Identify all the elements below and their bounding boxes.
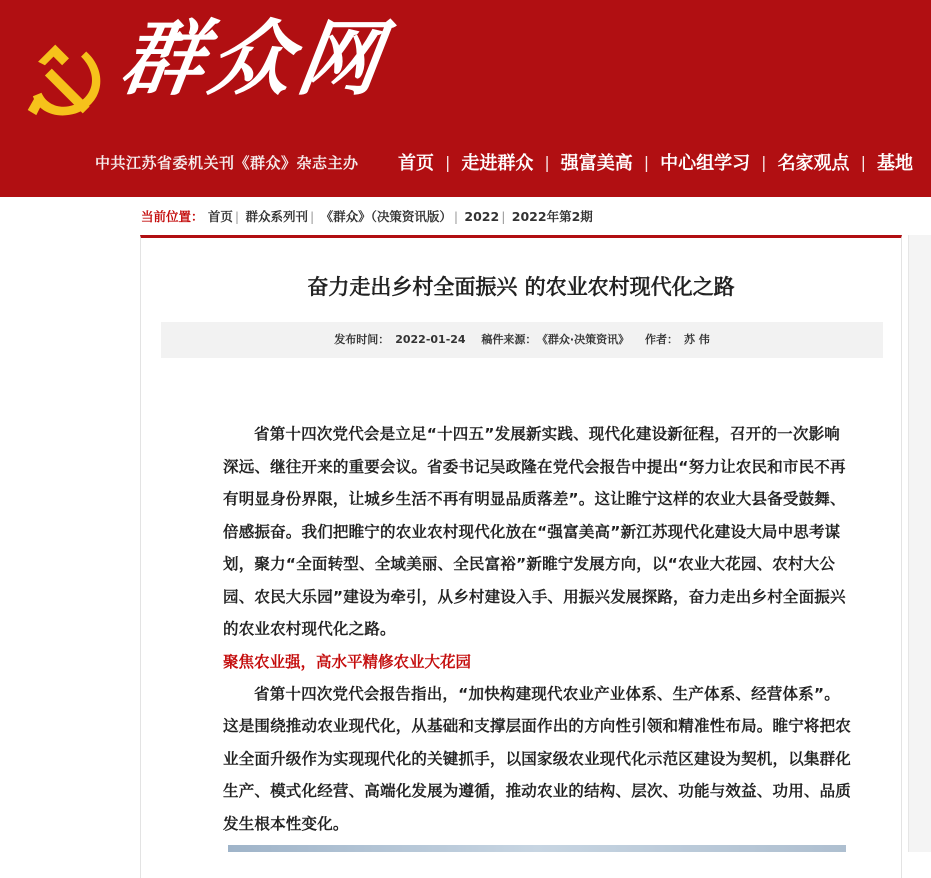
nav-center-group-study[interactable]: 中心组学习 [660,153,751,174]
breadcrumb-edition[interactable]: 《群众》（决策资讯版） [320,209,452,224]
nav-home[interactable]: 首页 [398,153,434,174]
breadcrumb: 当前位置： 首页 | 群众系列刊 | 《群众》（决策资讯版） | 2022 | 2022年第2期 [141,209,593,224]
article-body [223,418,851,840]
meta-author: 作者： 苏 伟 [644,333,710,346]
nav-base[interactable]: 基地 [876,153,913,174]
breadcrumb-series[interactable]: 群众系列刊 [245,209,308,224]
main-nav [398,148,913,176]
article-container [140,235,902,878]
breadcrumb-home[interactable]: 首页 [207,209,233,224]
nav-about-qunzhong[interactable]: 走进群众 [461,153,534,174]
site-header [0,0,931,197]
site-logo-text[interactable]: 群众网 [115,11,393,107]
article-paragraph: 省第十四次党代会报告指出，“加快构建现代农业产业体系、生产体系、经营体系”。这是围绕推动农业现代化，从基础和支撑层面作出的方向性引领和精准性布局。睢宁将把农业全面升级作为实现现代化的关键抓手，以国家级农业现代化示范区建设为契机，以集群化生产、模式化经营、高端化发展为遵循，推动农业的结构、层次、功能与效益、功用、品质发生根本性变化。 [223,684,852,833]
article-title: 奋力走出乡村全面振兴 的农业农村现代化之路 [307,275,735,299]
nav-separator: | [643,152,650,172]
nav-separator: | [445,152,451,172]
article-subheading: 聚焦农业强，高水平精修农业大花园 [223,652,472,671]
nav-separator: | [544,152,550,172]
breadcrumb-year[interactable]: 2022 [464,209,500,224]
nav-expert-views[interactable]: 名家观点 [777,153,850,174]
publisher-tagline: 中共江苏省委机关刊《群众》杂志主办 [95,154,359,172]
nav-separator: | [761,152,767,172]
breadcrumb-issue[interactable]: 2022年第2期 [511,209,593,224]
meta-source: 稿件来源： 《群众·决策资讯》 [481,333,630,346]
meta-date: 发布时间： 2022-01-24 [334,333,466,346]
breadcrumb-label: 当前位置： [141,209,204,224]
article-meta [161,322,883,358]
article-paragraph: 省第十四次党代会是立足“十四五”发展新实践、现代化建设新征程，召开的一次影响深远、继往开来的重要会议。省委书记吴政隆在党代会报告中提出“努力让农民和市民不再有明显身份界限，让城乡生活不再有明显品质落差”。这让睢宁这样的农业大县备受鼓舞、倍感振奋。我们把睢宁的农业农村现代化放在“强富美高”新江苏现代化建设大局中思考谋划，聚力“全面转型、全域美丽、全民富裕”新睢宁发展方向，以“农业大花园、农村大公园、农民大乐园”建设为牵引，从乡村建设入手、用振兴发展探路，奋力走出乡村全面振兴的农业农村现代化之路。 [223,425,846,638]
hammer-sickle-icon [26,36,112,122]
nav-separator: | [860,152,866,172]
sidebar-strip [908,235,931,852]
nav-qiangfumeigao[interactable]: 强富美高 [560,153,633,174]
article-image [228,845,846,852]
